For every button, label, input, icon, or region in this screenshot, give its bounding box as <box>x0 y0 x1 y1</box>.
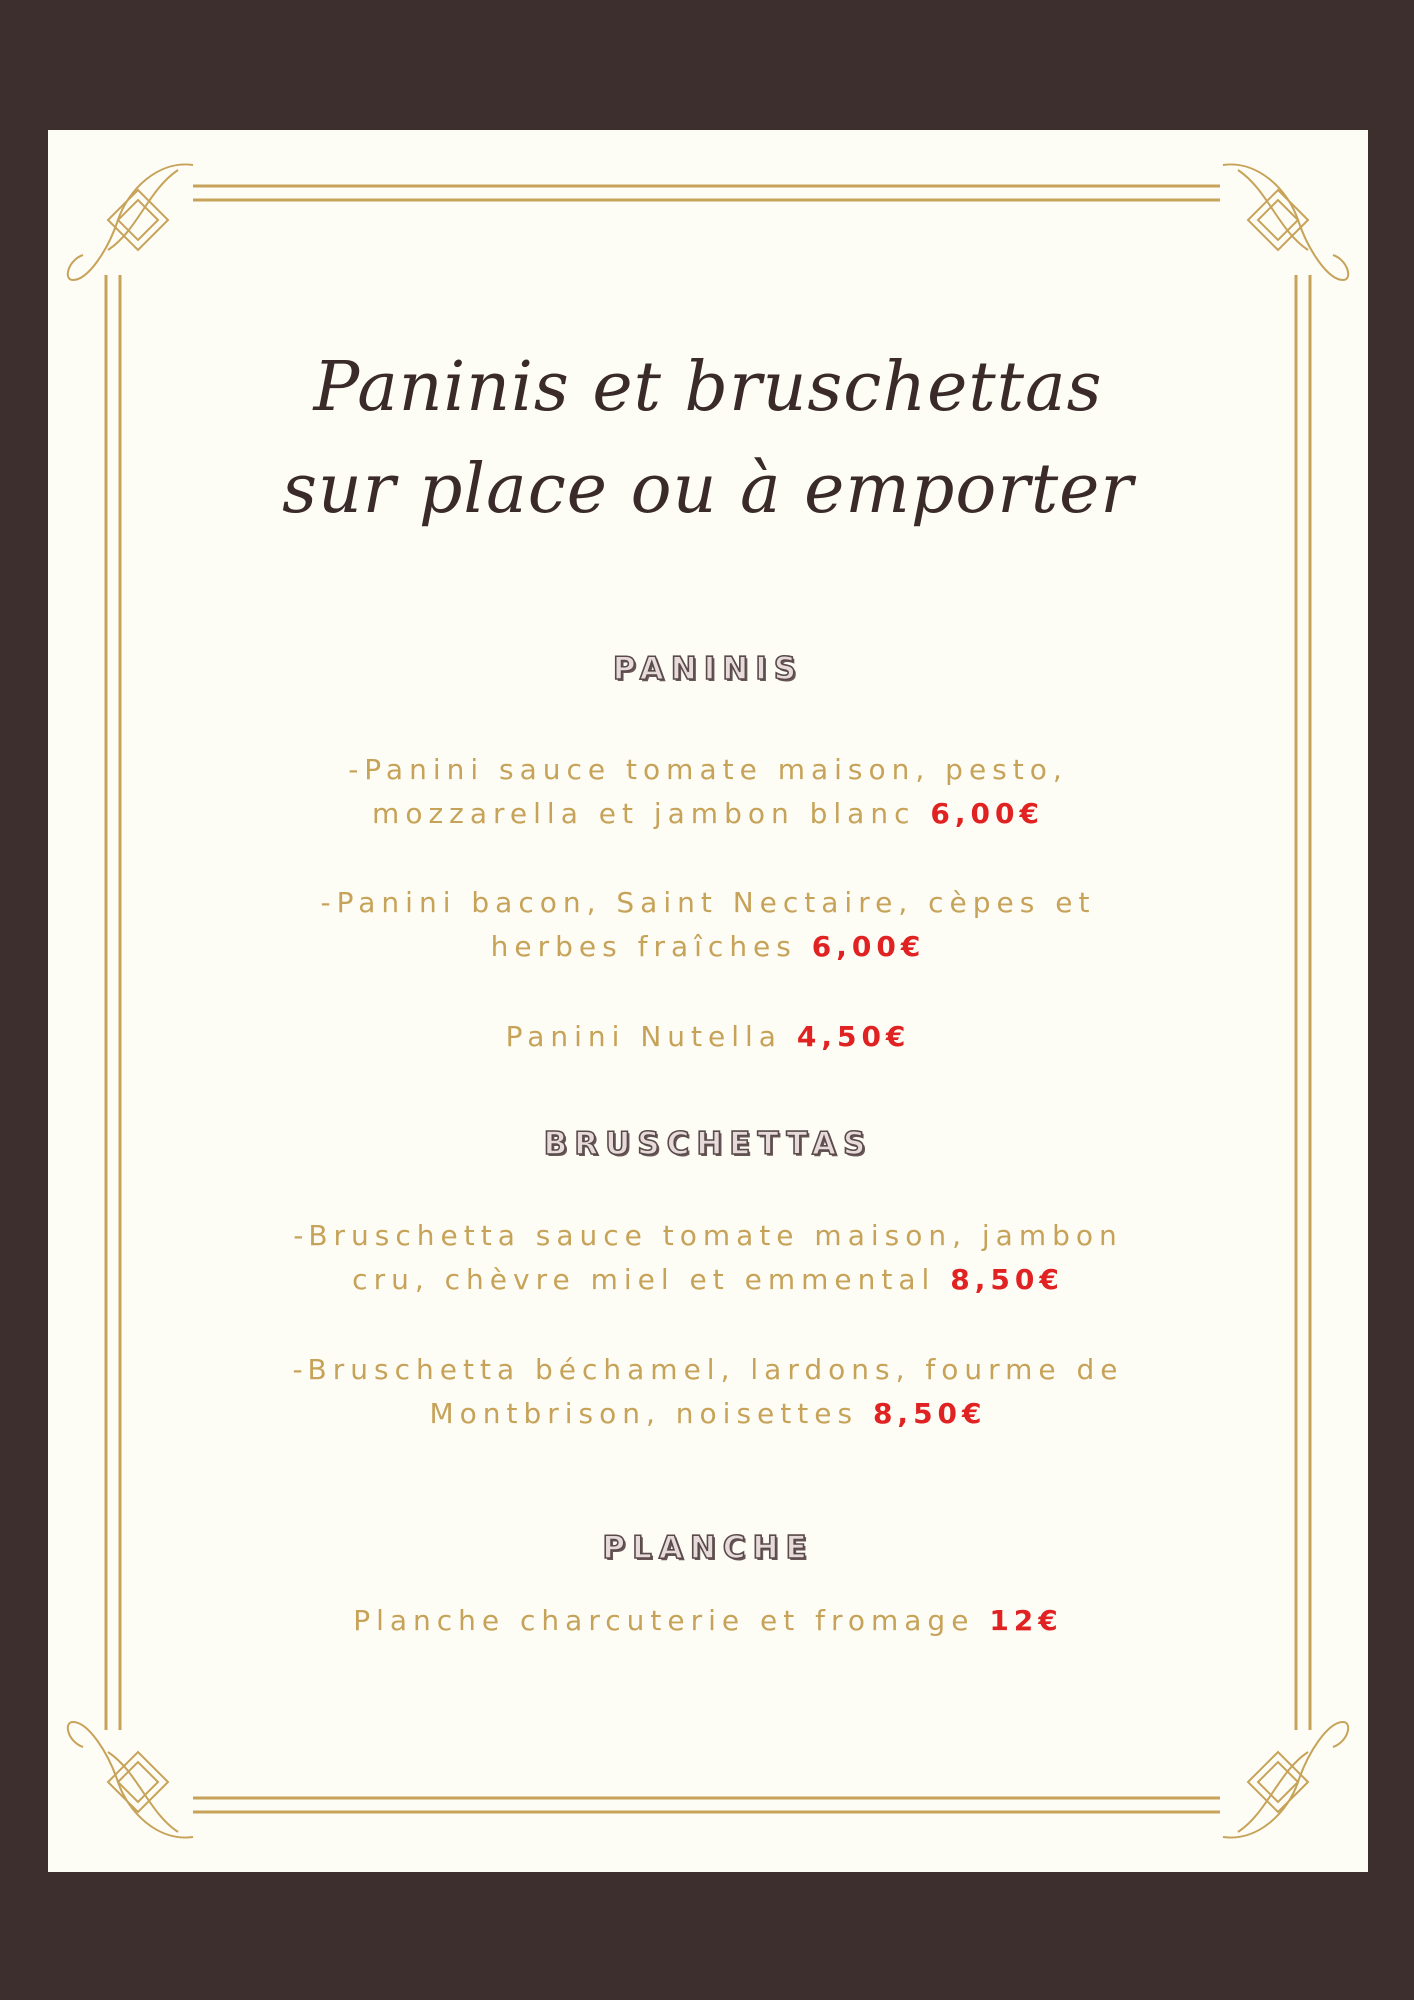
corner-ornament-top-left-icon <box>68 164 193 280</box>
item-text: Planche charcuterie et fromage <box>353 1604 975 1637</box>
corner-ornament-bottom-left-icon <box>68 1722 193 1838</box>
item-price: 6,00€ <box>811 930 926 963</box>
item-line: -Panini sauce tomate maison, pesto, <box>348 753 1068 786</box>
menu-item <box>48 881 1368 969</box>
item-price: 4,50€ <box>796 1020 911 1053</box>
item-line <box>48 925 1368 969</box>
item-text: herbes fraîches <box>490 930 797 963</box>
item-line: -Bruschetta béchamel, lardons, fourme de <box>292 1353 1124 1386</box>
menu-item <box>48 748 1368 836</box>
title-line-2: sur place ou à emporter <box>282 450 1134 529</box>
menu-item <box>48 1015 1368 1059</box>
item-text: Montbrison, noisettes <box>429 1397 859 1430</box>
menu-item <box>48 1348 1368 1436</box>
item-line <box>48 1599 1368 1643</box>
menu-card <box>48 130 1368 1872</box>
section-heading-paninis: PANINIS <box>612 651 804 687</box>
title-line-1: Paninis et bruschettas <box>313 348 1103 427</box>
item-line: -Panini bacon, Saint Nectaire, cèpes et <box>320 886 1096 919</box>
menu-item <box>48 1214 1368 1302</box>
item-line <box>48 1015 1368 1059</box>
item-line <box>48 1392 1368 1436</box>
menu-item <box>48 1599 1368 1643</box>
corner-ornament-top-right-icon <box>1223 164 1348 280</box>
section-heading-planche: PLANCHE <box>602 1530 814 1566</box>
item-line: -Bruschetta sauce tomate maison, jambon <box>293 1219 1123 1252</box>
item-line <box>48 1258 1368 1302</box>
item-text: cru, chèvre miel et emmental <box>352 1263 936 1296</box>
corner-ornament-bottom-right-icon <box>1223 1722 1348 1838</box>
item-line <box>48 792 1368 836</box>
item-price: 8,50€ <box>950 1263 1064 1296</box>
section-heading-bruschettas: BRUSCHETTAS <box>543 1126 873 1162</box>
item-text: Panini Nutella <box>505 1020 782 1053</box>
item-text: mozzarella et jambon blanc <box>372 797 916 830</box>
item-price: 12€ <box>989 1604 1063 1637</box>
item-price: 6,00€ <box>930 797 1044 830</box>
item-price: 8,50€ <box>872 1397 987 1430</box>
